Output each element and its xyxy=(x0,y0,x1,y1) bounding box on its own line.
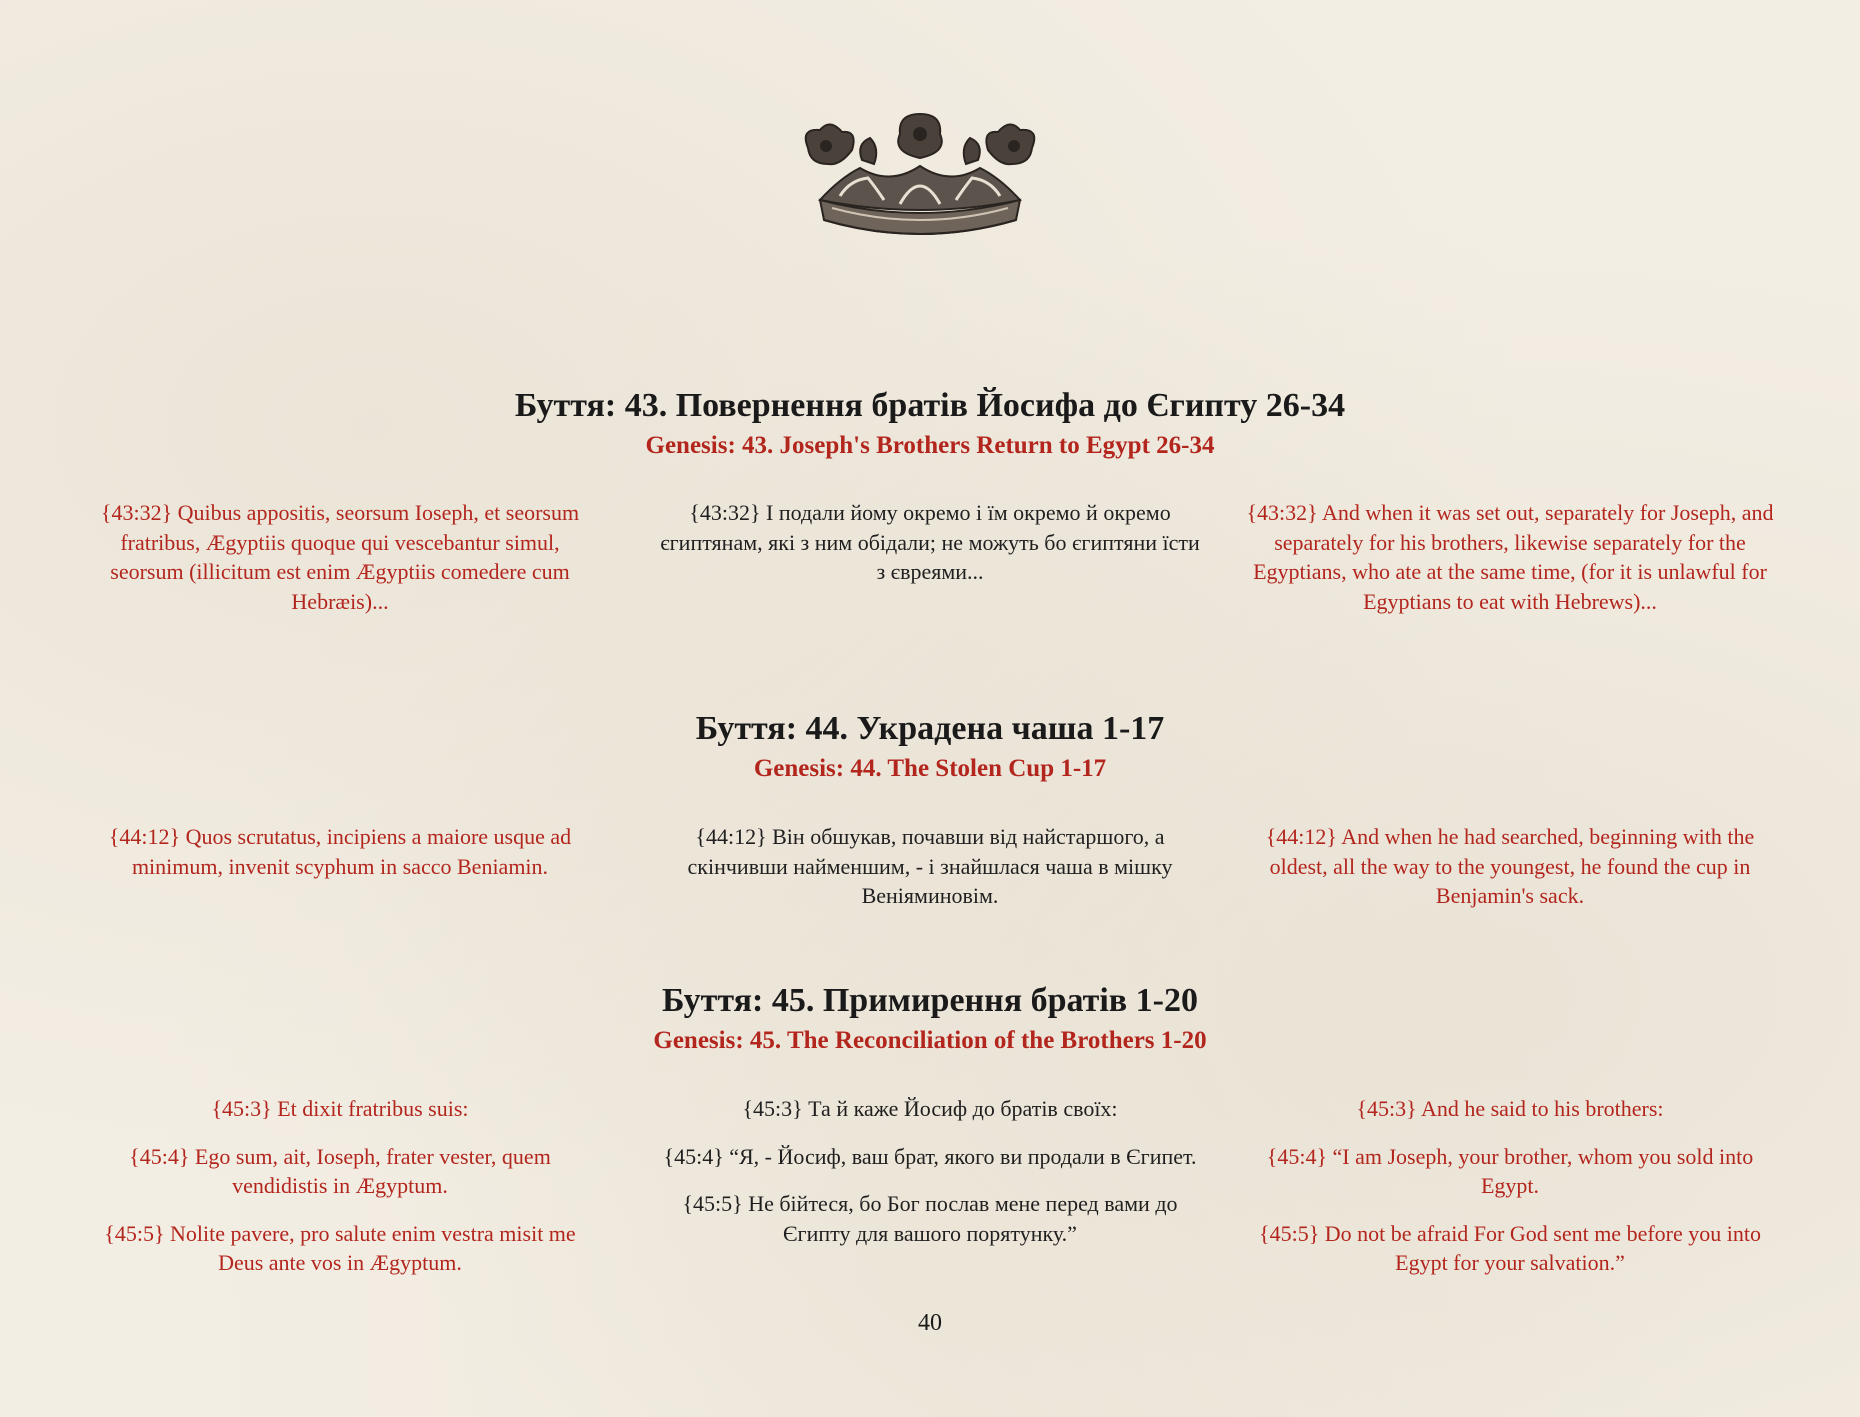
section-title-english: Genesis: 44. The Stolen Cup 1-17 xyxy=(753,755,1107,782)
section-genesis-43 xyxy=(0,386,1860,462)
section-genesis-45 xyxy=(0,981,1860,1057)
english-verse: {44:12} And when he had searched, beginning with the oldest, all the way to the youngest, he found the cup in Benjamin's sack. xyxy=(1265,824,1755,908)
section-title-english: Genesis: 43. Joseph's Brothers Return to Egypt 26-34 xyxy=(645,432,1215,459)
latin-verse: {44:12} Quos scrutatus, incipiens a maiore usque ad minimum, invenit scyphum in sacco Beniamin. xyxy=(108,824,572,879)
section-title-ukrainian: Буття: 44. Украдена чаша 1-17 xyxy=(695,710,1165,747)
page-number: 40 xyxy=(918,1310,942,1336)
ukrainian-verse: {44:12} Він обшукав, почавши від найстаршого, а скінчивши найменшим, - і знайшлася чаша в мішку Веніяминовім. xyxy=(687,824,1173,908)
ukrainian-verse: {45:3} Та й каже Йосиф до братів своїх: xyxy=(742,1096,1118,1121)
english-column xyxy=(1240,1094,1780,1278)
latin-verse: {45:3} Et dixit fratribus suis: xyxy=(211,1096,469,1121)
english-verse: {43:32} And when it was set out, separately for Joseph, and separately for his brothers, likewise separately for the Egyptians, who ate at the same time, (for it is unlawful for Egyptians to eat with Hebrews)... xyxy=(1246,500,1774,614)
english-column xyxy=(1240,498,1780,616)
ukrainian-column xyxy=(660,498,1200,587)
ukrainian-verse: {45:5} Не бійтеся, бо Бог послав мене перед вами до Єгипту для вашого порятунку.” xyxy=(682,1191,1178,1246)
section-genesis-44 xyxy=(0,709,1860,785)
section-title-english: Genesis: 45. The Reconciliation of the Brothers 1-20 xyxy=(653,1027,1207,1054)
crown-icon xyxy=(780,108,1060,258)
latin-column xyxy=(85,498,595,616)
ukrainian-verse: {43:32} І подали йому окремо і їм окремо й окремо єгиптянам, які з ним обідали; не можуть бо єгиптяни їсти з євреями... xyxy=(660,500,1200,584)
latin-column xyxy=(85,822,595,881)
ukrainian-verse: {45:4} “Я, - Йосиф, ваш брат, якого ви продали в Єгипет. xyxy=(663,1143,1197,1169)
latin-verse: {45:5} Nolite pavere, pro salute enim vestra misit me Deus ante vos in Ægyptum. xyxy=(104,1220,576,1275)
section-title-ukrainian: Буття: 45. Примирення братів 1-20 xyxy=(662,982,1198,1019)
english-column xyxy=(1240,822,1780,911)
section-title-ukrainian: Буття: 43. Повернення братів Йосифа до Єгипту 26-34 xyxy=(514,387,1346,424)
latin-verse: {45:4} Ego sum, ait, Ioseph, frater vester, quem vendidistis in Ægyptum. xyxy=(129,1143,551,1198)
english-verse: {45:3} And he said to his brothers: xyxy=(1356,1096,1664,1121)
latin-column xyxy=(85,1094,595,1278)
latin-verse: {43:32} Quibus appositis, seorsum Ioseph, et seorsum fratribus, Ægyptiis quoque qui vescebantur simul, seorsum (illicitum est enim Ægyptiis comedere cum Hebræis)... xyxy=(100,500,580,614)
english-verse: {45:4} “I am Joseph, your brother, whom you sold into Egypt. xyxy=(1266,1143,1754,1198)
ukrainian-column xyxy=(660,1094,1200,1248)
english-verse: {45:5} Do not be afraid For God sent me before you into Egypt for your salvation.” xyxy=(1259,1220,1761,1275)
ukrainian-column xyxy=(660,822,1200,911)
